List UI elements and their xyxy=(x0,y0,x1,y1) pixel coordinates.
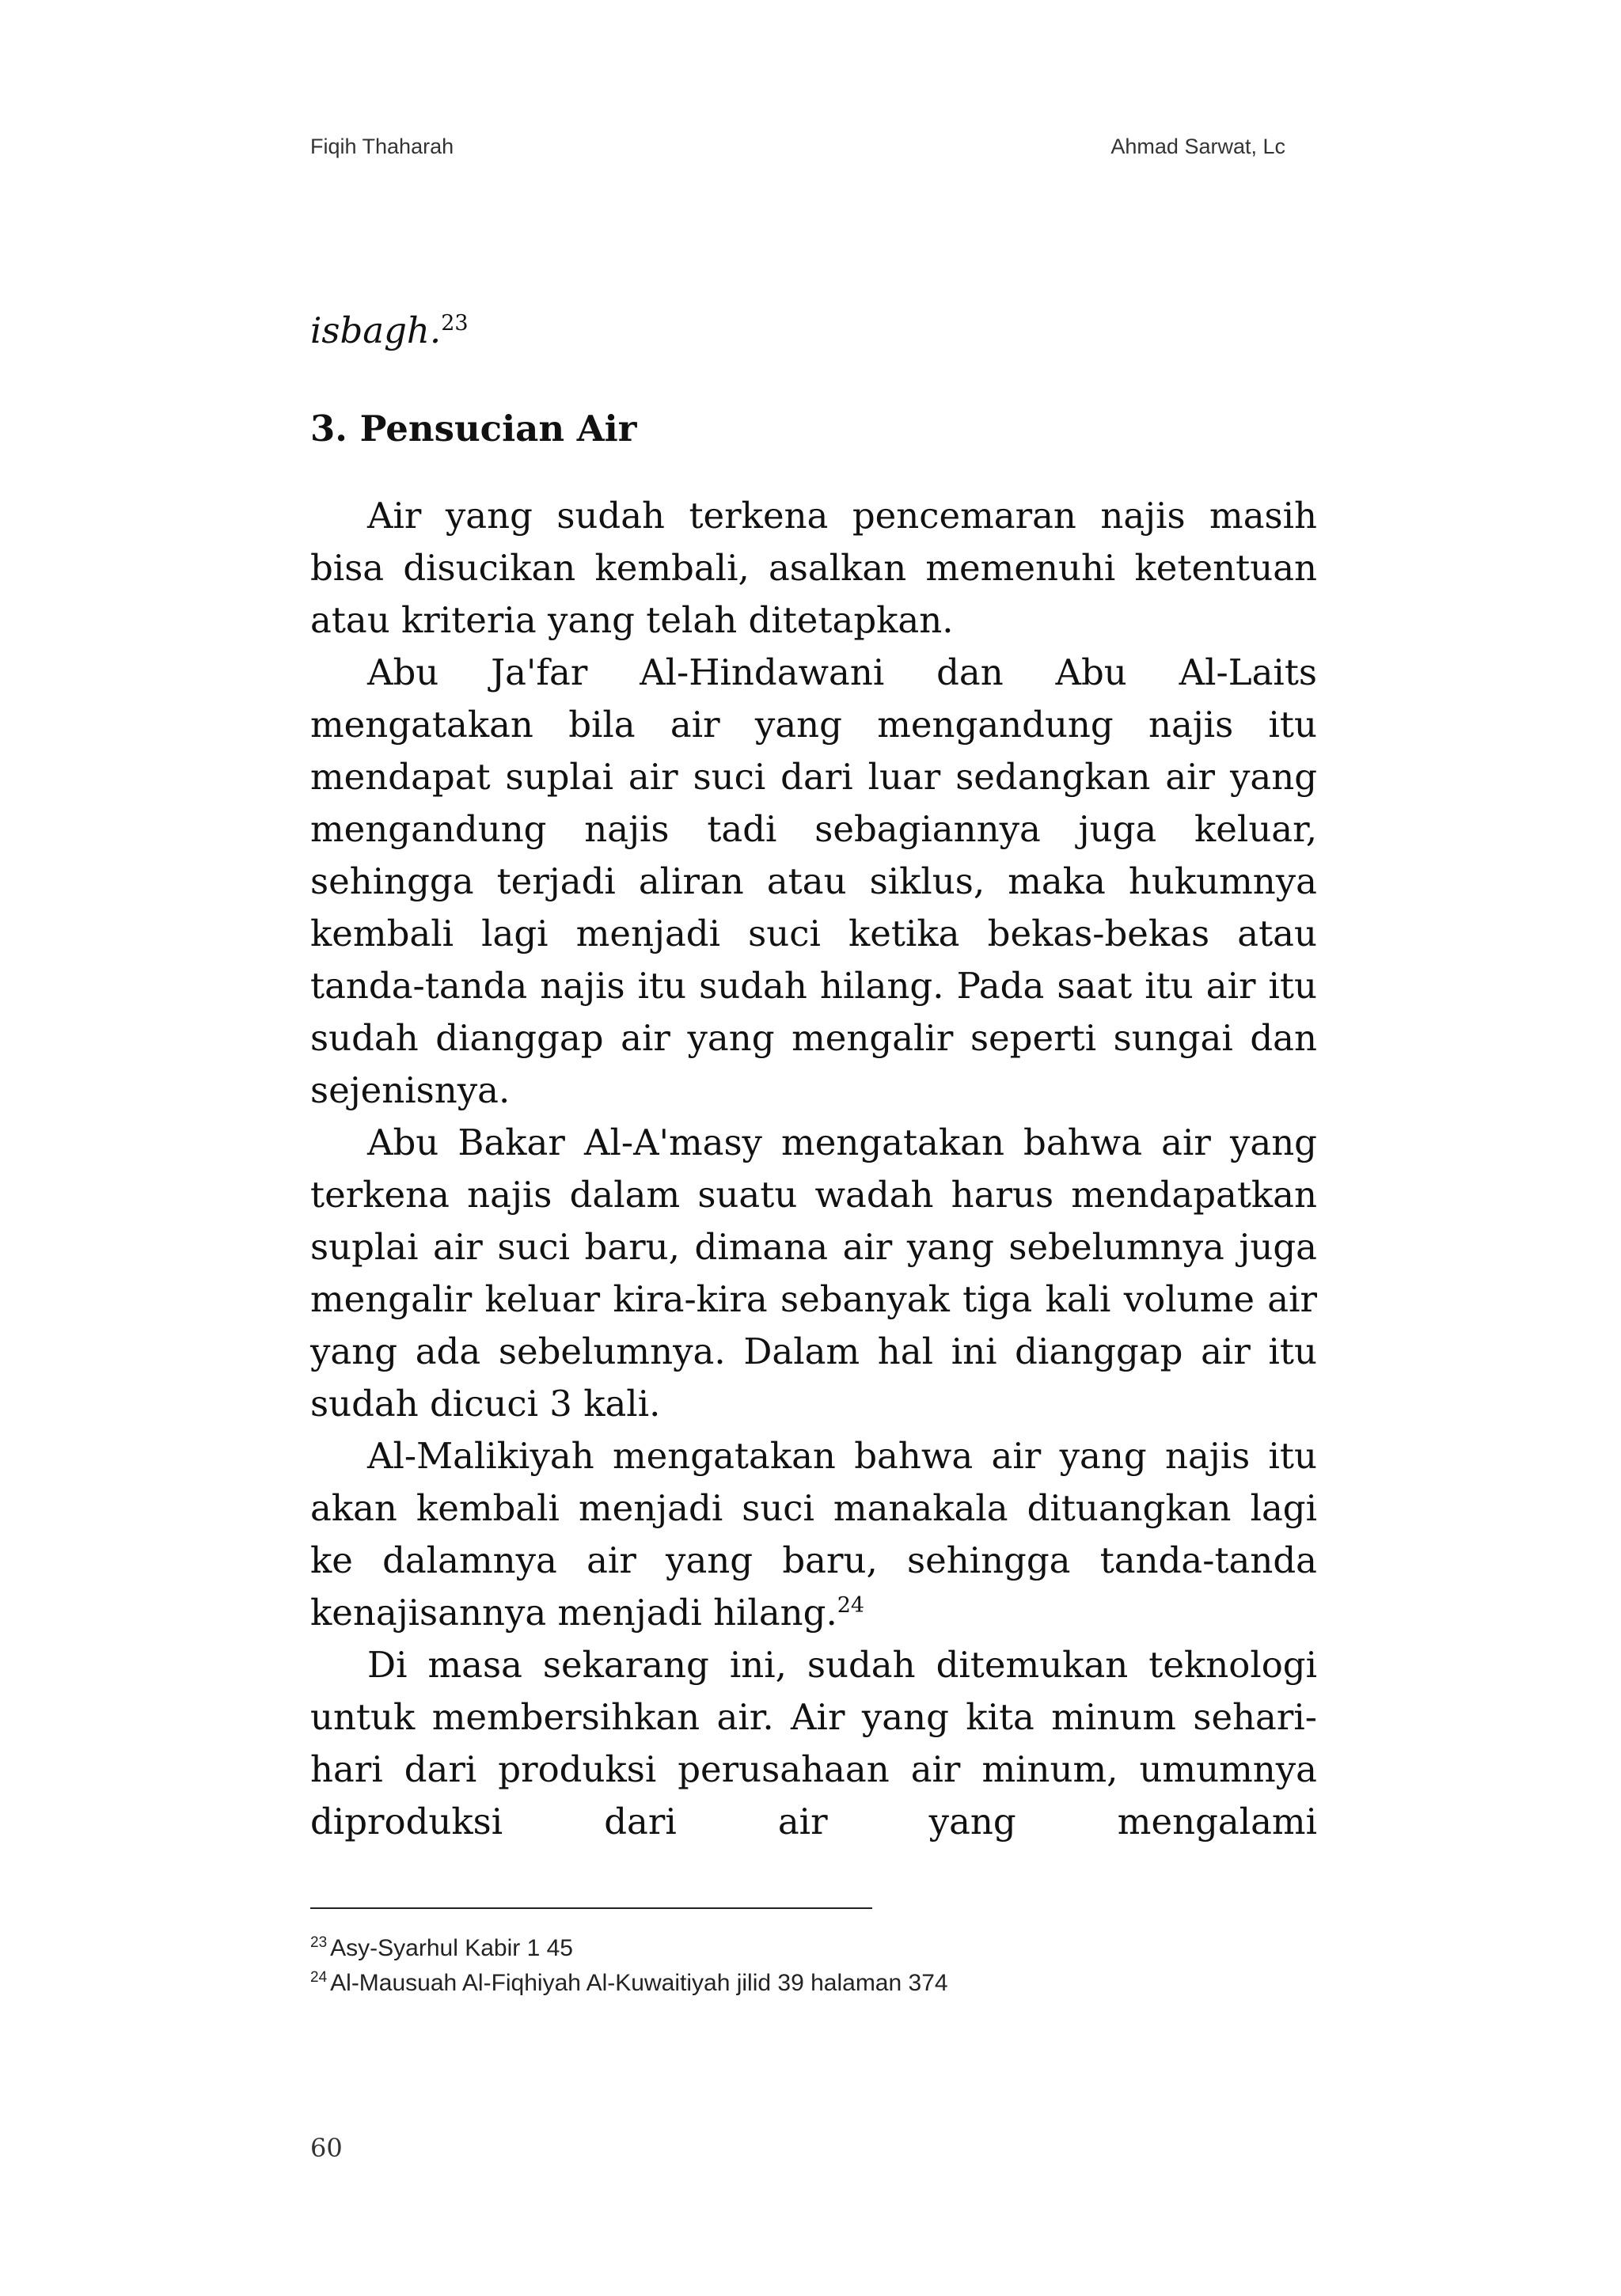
page-number: 60 xyxy=(310,2133,343,2163)
footnote-ref-24: 24 xyxy=(837,1593,865,1618)
footnote-number: 24 xyxy=(310,1969,328,1986)
header-author: Ahmad Sarwat, Lc xyxy=(1110,135,1285,158)
paragraph-1: Air yang sudah terkena pencemaran najis masih bisa disucikan kembali, asalkan memenuhi ketentuan atau kriteria yang telah ditetapkan. xyxy=(310,495,1317,641)
running-header xyxy=(310,135,1285,166)
footnote-text: Al-Mausuah Al-Fiqhiyah Al-Kuwaitiyah jilid 39 halaman 374 xyxy=(330,1970,948,1996)
footnote-number: 23 xyxy=(310,1934,328,1951)
paragraph-2: Abu Ja'far Al-Hindawani dan Abu Al-Laits mengatakan bila air yang mengandung najis itu mendapat suplai air suci dari luar sedangkan air yang mengandung najis tadi sebagiannya juga keluar, sehingga terjadi aliran atau siklus, maka hukumnya kembali lagi menjadi suci ketika bekas-bekas atau tanda-tanda najis itu sudah hilang. Pada saat itu air itu sudah dianggap air yang mengalir seperti sungai dan sejenisnya. xyxy=(310,651,1317,1111)
paragraph-5: Di masa sekarang ini, sudah ditemukan teknologi untuk membersihkan air. Air yang kita minum sehari-hari dari produksi perusahaan air minum, umumnya diproduksi dari air yang mengalami xyxy=(310,1644,1317,1842)
footnote-ref-23: 23 xyxy=(441,311,469,336)
footnote-item xyxy=(310,1966,1317,2001)
main-body xyxy=(310,305,1317,1848)
opening-word: isbagh. xyxy=(310,309,442,351)
paragraph-4-text: Al-Malikiyah mengatakan bahwa air yang najis itu akan kembali menjadi suci manakala dituangkan lagi ke dalamnya air yang baru, sehingga tanda-tanda kenajisannya menjadi hilang. xyxy=(310,1435,1317,1634)
footnote-text: Asy-Syarhul Kabir 1 45 xyxy=(330,1935,573,1961)
footnote-item xyxy=(310,1931,1317,1966)
section-heading: 3. Pensucian Air xyxy=(310,408,637,450)
paragraph-3: Abu Bakar Al-A'masy mengatakan bahwa air yang terkena najis dalam suatu wadah harus mendapatkan suplai air suci baru, dimana air yang sebelumnya juga mengalir keluar kira-kira sebanyak tiga kali volume air yang ada sebelumnya. Dalam hal ini dianggap air itu sudah dicuci 3 kali. xyxy=(310,1121,1317,1425)
footnotes xyxy=(310,1931,1317,2001)
paragraph-4 xyxy=(310,1430,1317,1639)
footnote-divider xyxy=(310,1907,872,1909)
header-book-title: Fiqih Thaharah xyxy=(310,135,454,158)
opening-fragment xyxy=(310,305,1317,357)
